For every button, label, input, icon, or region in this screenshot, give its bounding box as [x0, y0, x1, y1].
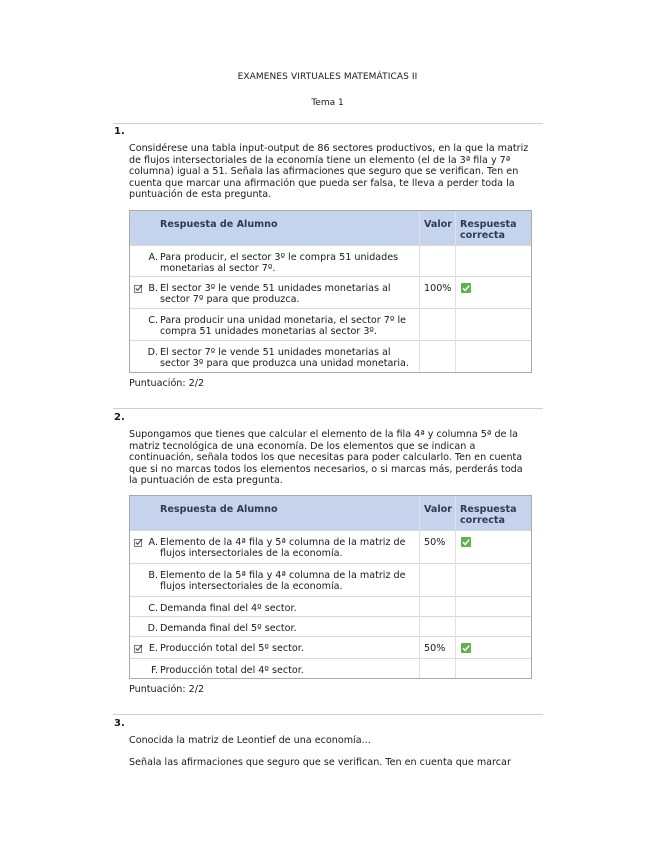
column-divider — [419, 496, 420, 678]
page-subtitle: Tema 1 — [311, 98, 344, 108]
correct-check-icon — [461, 283, 471, 293]
answer-letter: C. — [148, 315, 158, 326]
answer-text: Demanda final del 4º sector. — [160, 603, 297, 614]
question-number: 2. — [114, 412, 125, 423]
header-respuesta: Respuesta de Alumno — [160, 504, 278, 515]
question-text — [129, 429, 531, 487]
column-divider — [419, 211, 420, 372]
question-separator — [113, 408, 543, 409]
answer-text: Producción total del 4º sector. — [160, 665, 304, 676]
question-text — [129, 735, 531, 747]
answer-valor: 50% — [424, 643, 446, 654]
selected-answer-icon — [134, 284, 143, 293]
answer-text: Elemento de la 4ª fila y 5ª columna de la matriz de flujos intersectoriales de la economía. — [160, 537, 406, 559]
page-title: EXAMENES VIRTUALES MATEMÁTICAS II — [237, 72, 418, 82]
answer-text: Demanda final del 5º sector. — [160, 623, 297, 634]
answer-letter: E. — [148, 643, 158, 654]
question-separator — [113, 714, 543, 715]
answer-row — [130, 308, 531, 340]
answer-letter: D. — [147, 347, 158, 358]
answer-letter: B. — [148, 570, 158, 581]
selected-answer-icon — [134, 538, 143, 547]
answer-letter: A. — [148, 537, 158, 548]
header-valor: Valor — [424, 219, 452, 230]
question-separator — [113, 123, 543, 124]
question-text — [129, 757, 531, 769]
header-correcta: Respuesta correcta — [460, 219, 517, 241]
answer-row — [130, 530, 531, 563]
answers-table-header — [130, 496, 531, 530]
header-correcta: Respuesta correcta — [460, 504, 517, 526]
answer-text: Para producir una unidad monetaria, el sector 7º le compra 51 unidades monetarias al sector 3º. — [160, 315, 407, 337]
question-number: 3. — [114, 718, 125, 729]
answer-valor: 50% — [424, 537, 446, 548]
answer-row — [130, 658, 531, 679]
question-paragraph: Conocida la matriz de Leontief de una economía... — [129, 735, 371, 746]
answers-table — [129, 495, 532, 679]
correct-check-icon — [461, 643, 471, 653]
answer-row — [130, 276, 531, 308]
question-paragraph: Supongamos que tienes que calcular el elemento de la fila 4ª y columna 5ª de la matriz tecnológica de una economía. De los elementos que se indican a continuación, señala todos los que necesitas para poder calcularlo. Ten en cuenta que si no marcas todos los elementos necesarios, o si marcas más, perderás toda la puntuación de esta pregunta. — [129, 429, 523, 486]
answer-letter: D. — [147, 623, 158, 634]
answer-row — [130, 340, 531, 373]
question-number: 1. — [114, 126, 125, 137]
answer-text: Elemento de la 5ª fila y 4ª columna de la matriz de flujos intersectoriales de la economía. — [160, 570, 406, 592]
answers-table — [129, 210, 532, 373]
answer-letter: F. — [150, 665, 158, 676]
selected-answer-icon — [134, 644, 143, 653]
answer-letter: A. — [148, 252, 158, 263]
correct-check-icon — [461, 537, 471, 547]
question-score: Puntuación: 2/2 — [129, 684, 205, 695]
answer-text: Producción total del 5º sector. — [160, 643, 304, 654]
answer-valor: 100% — [424, 283, 452, 294]
question-score: Puntuación: 2/2 — [129, 378, 205, 389]
answer-row — [130, 563, 531, 596]
answer-row — [130, 245, 531, 276]
answer-letter: C. — [148, 603, 158, 614]
header-valor: Valor — [424, 504, 452, 515]
question-text — [129, 143, 531, 201]
answer-letter: B. — [148, 283, 158, 294]
answers-table-header — [130, 211, 531, 245]
answer-text: El sector 3º le vende 51 unidades monetarias al sector 7º para que produzca. — [160, 283, 391, 305]
answer-text: Para producir, el sector 3º le compra 51 unidades monetarias al sector 7º. — [160, 252, 399, 274]
answer-row — [130, 616, 531, 636]
question-paragraph: Señala las afirmaciones que seguro que se verifican. Ten en cuenta que marcar — [129, 757, 511, 768]
column-divider — [455, 211, 456, 372]
column-divider — [455, 496, 456, 678]
header-respuesta: Respuesta de Alumno — [160, 219, 278, 230]
question-paragraph: Considérese una tabla input-output de 86 sectores productivos, en la que la matriz de flujos intersectoriales de la economía tiene un elemento (el de la 3ª fila y 7ª columna) igual a 51. Señala las afirmaciones que seguro que se verifican. Ten en cuenta que marcar una afirmación que pueda ser falsa, te lleva a perder toda la puntuación de esta pregunta. — [129, 143, 529, 200]
answer-row — [130, 596, 531, 616]
answer-row — [130, 636, 531, 658]
answer-text: El sector 7º le vende 51 unidades monetarias al sector 3º para que produzca una unidad monetaria. — [160, 347, 409, 369]
